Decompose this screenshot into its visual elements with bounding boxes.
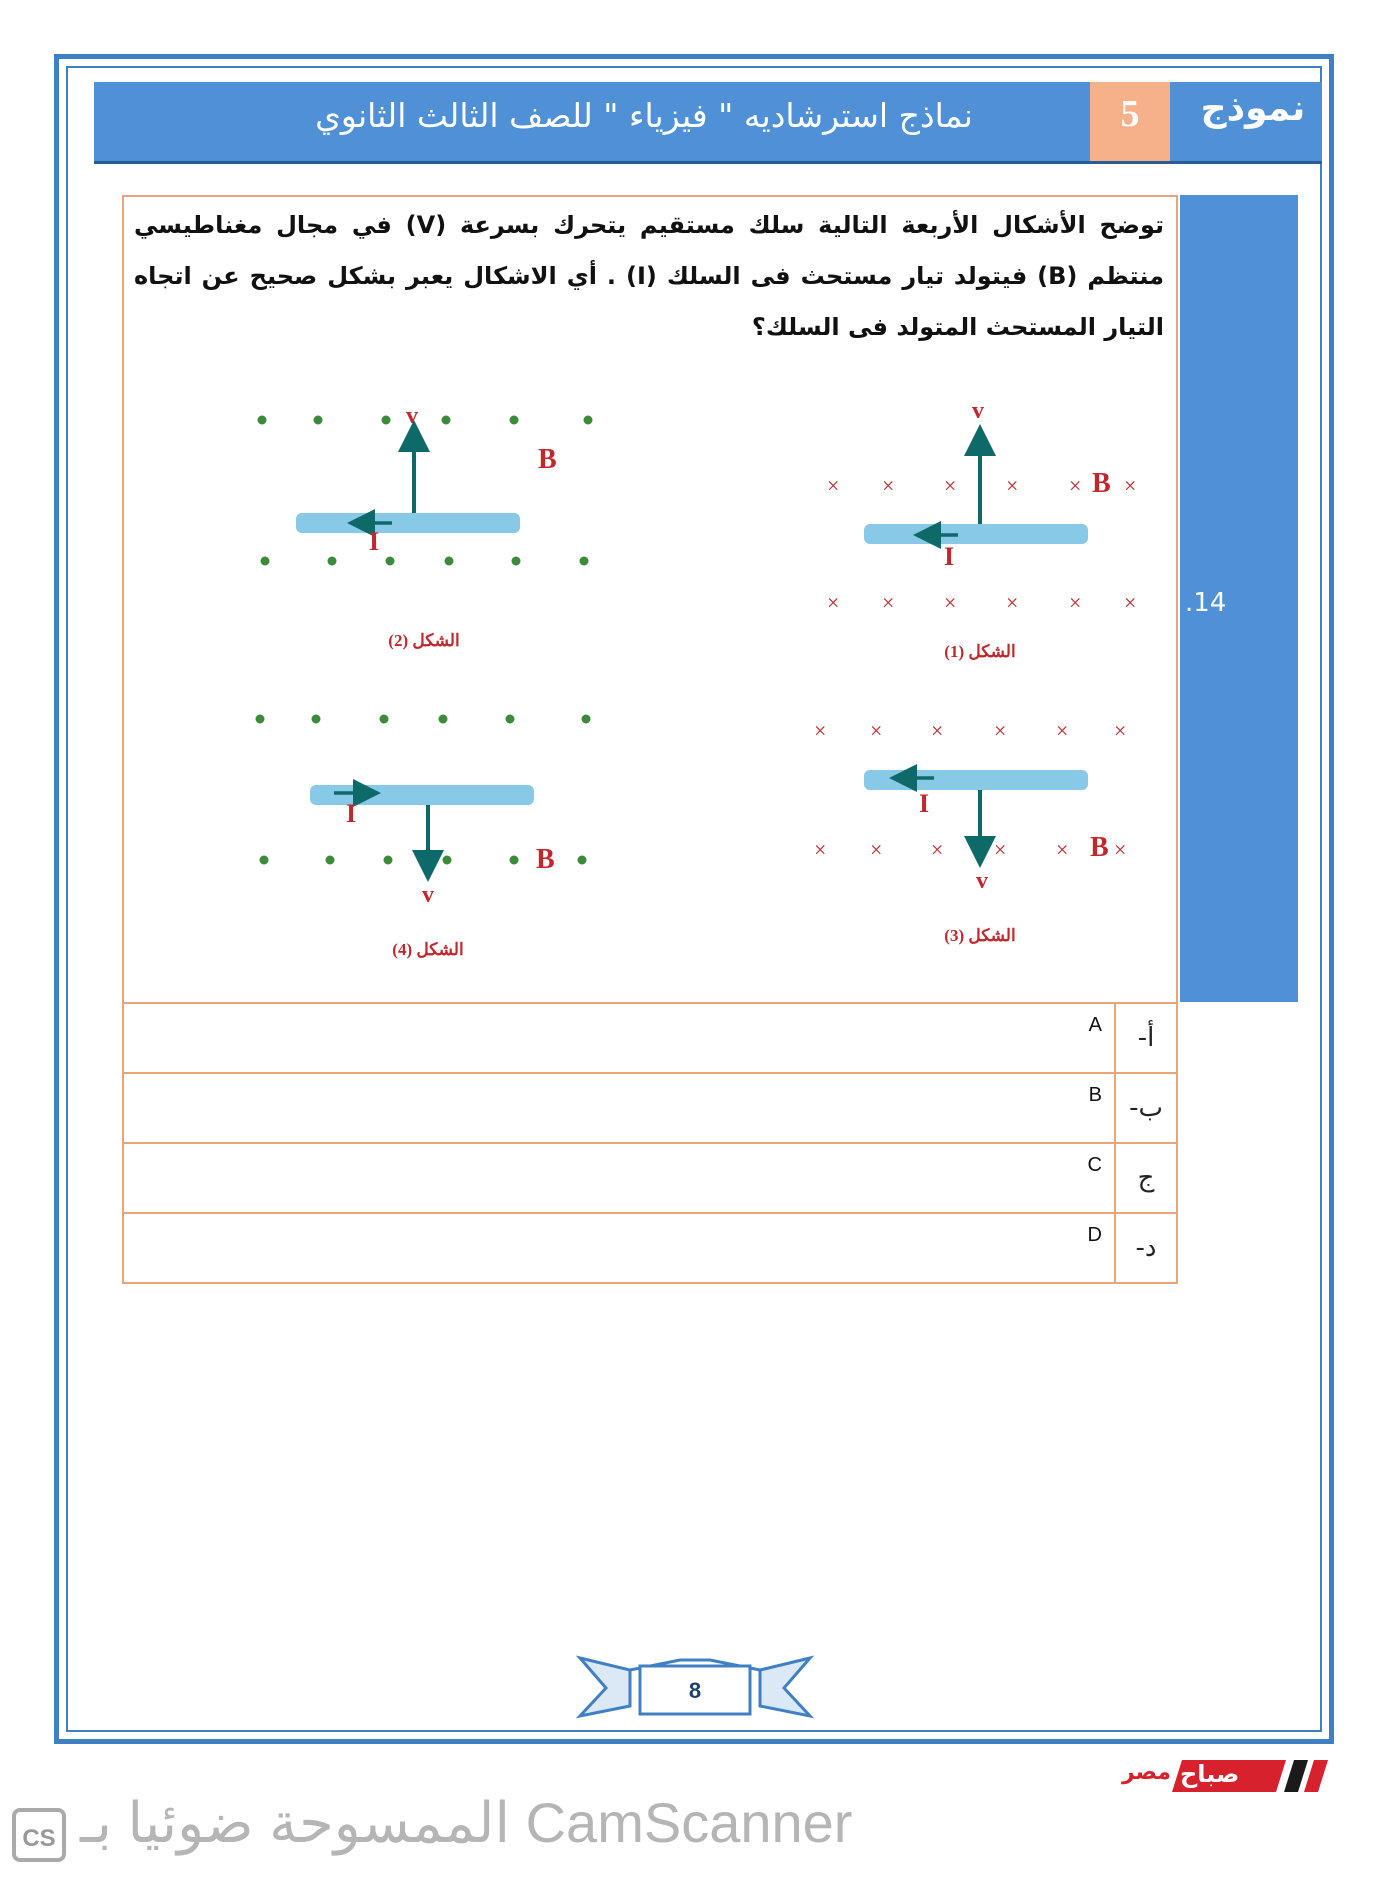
answer-row[interactable]	[123, 1073, 1177, 1143]
answer-option-cell[interactable]	[123, 1213, 1115, 1283]
answer-row[interactable]	[123, 1213, 1177, 1283]
camscanner-logo-icon: CS	[12, 1808, 66, 1862]
svg-text:×: ×	[882, 590, 895, 615]
question-text: توضح الأشكال الأربعة التالية سلك مستقيم يتحرك بسرعة (V) في مجال مغناطيسي منتظم (B) فيتولد تيار مستحث فى السلك (I) . أي الاشكال يعبر بشكل صحيح عن اتجاه التيار المستحث المتولد فى السلك؟	[134, 211, 1164, 341]
svg-text:×: ×	[870, 718, 883, 743]
svg-text:×: ×	[1069, 590, 1082, 615]
answer-letter: ب-	[1115, 1073, 1177, 1143]
wire	[296, 513, 520, 533]
i-label: I	[369, 527, 380, 556]
svg-text:×: ×	[944, 473, 957, 498]
svg-text:×: ×	[1124, 590, 1137, 615]
figure-2	[258, 403, 593, 650]
svg-text:×: ×	[931, 718, 944, 743]
svg-text:×: ×	[1124, 473, 1137, 498]
brand-sub: مصر	[1122, 1760, 1171, 1785]
figures-area	[124, 360, 1176, 1000]
answer-option: D	[1087, 1224, 1102, 1246]
answer-row[interactable]	[123, 1143, 1177, 1213]
answer-letter: أ-	[1115, 1003, 1177, 1073]
svg-text:×: ×	[931, 837, 944, 862]
b-label: B	[536, 844, 555, 875]
svg-text:×: ×	[994, 718, 1007, 743]
answer-choices	[122, 1002, 1178, 1284]
svg-text:×: ×	[1006, 473, 1019, 498]
v-label: v	[406, 403, 418, 429]
answer-row[interactable]	[123, 1003, 1177, 1073]
i-label: I	[919, 789, 930, 818]
page-number: 8	[688, 1678, 702, 1703]
svg-text:×: ×	[944, 590, 957, 615]
svg-text:×: ×	[827, 590, 840, 615]
v-label: v	[972, 398, 984, 424]
question-number: .14	[1185, 588, 1227, 618]
v-label: v	[976, 868, 988, 894]
svg-text:×: ×	[882, 473, 895, 498]
answer-option-cell[interactable]	[123, 1143, 1115, 1213]
header-title: نماذج استرشاديه " فيزياء " للصف الثالث الثانوي	[315, 96, 973, 135]
svg-text:×: ×	[1114, 837, 1127, 862]
svg-text:×: ×	[1056, 718, 1069, 743]
b-label: B	[1090, 832, 1109, 863]
wire	[864, 770, 1088, 790]
answer-option-cell[interactable]	[123, 1003, 1115, 1073]
answer-option-cell[interactable]	[123, 1073, 1115, 1143]
figure-4	[256, 715, 591, 960]
answer-option: A	[1088, 1014, 1102, 1036]
wire	[310, 785, 534, 805]
figure-caption: الشكل (4)	[392, 940, 464, 959]
figure-1	[827, 398, 1136, 661]
v-label: v	[422, 882, 434, 908]
figure-caption: الشكل (1)	[944, 642, 1016, 661]
figure-3	[814, 718, 1126, 945]
b-label: B	[538, 444, 557, 475]
figure-caption: الشكل (2)	[388, 631, 460, 650]
brand-main: صباح	[1180, 1760, 1240, 1788]
figure-caption: الشكل (3)	[944, 926, 1016, 945]
answer-option: B	[1088, 1084, 1102, 1106]
svg-text:×: ×	[994, 837, 1007, 862]
header-bar	[94, 82, 1322, 164]
b-label: B	[1092, 468, 1111, 499]
svg-text:×: ×	[814, 718, 827, 743]
i-label: I	[346, 799, 357, 828]
answer-letter: ج	[1115, 1143, 1177, 1213]
svg-text:×: ×	[1006, 590, 1019, 615]
field-dots	[258, 416, 593, 566]
svg-text:×: ×	[814, 837, 827, 862]
svg-text:×: ×	[1069, 473, 1082, 498]
answer-option: C	[1087, 1154, 1102, 1176]
model-label: نموذج	[1200, 88, 1306, 129]
i-label: I	[944, 542, 955, 571]
svg-text:×: ×	[870, 837, 883, 862]
wire	[864, 524, 1088, 544]
svg-text:×: ×	[827, 473, 840, 498]
answer-letter: د-	[1115, 1213, 1177, 1283]
svg-text:×: ×	[1114, 718, 1127, 743]
svg-text:×: ×	[1056, 837, 1069, 862]
camscanner-watermark: الممسوحة ضوئيا بـ CamScanner	[80, 1791, 853, 1854]
model-number: 5	[1090, 82, 1170, 161]
